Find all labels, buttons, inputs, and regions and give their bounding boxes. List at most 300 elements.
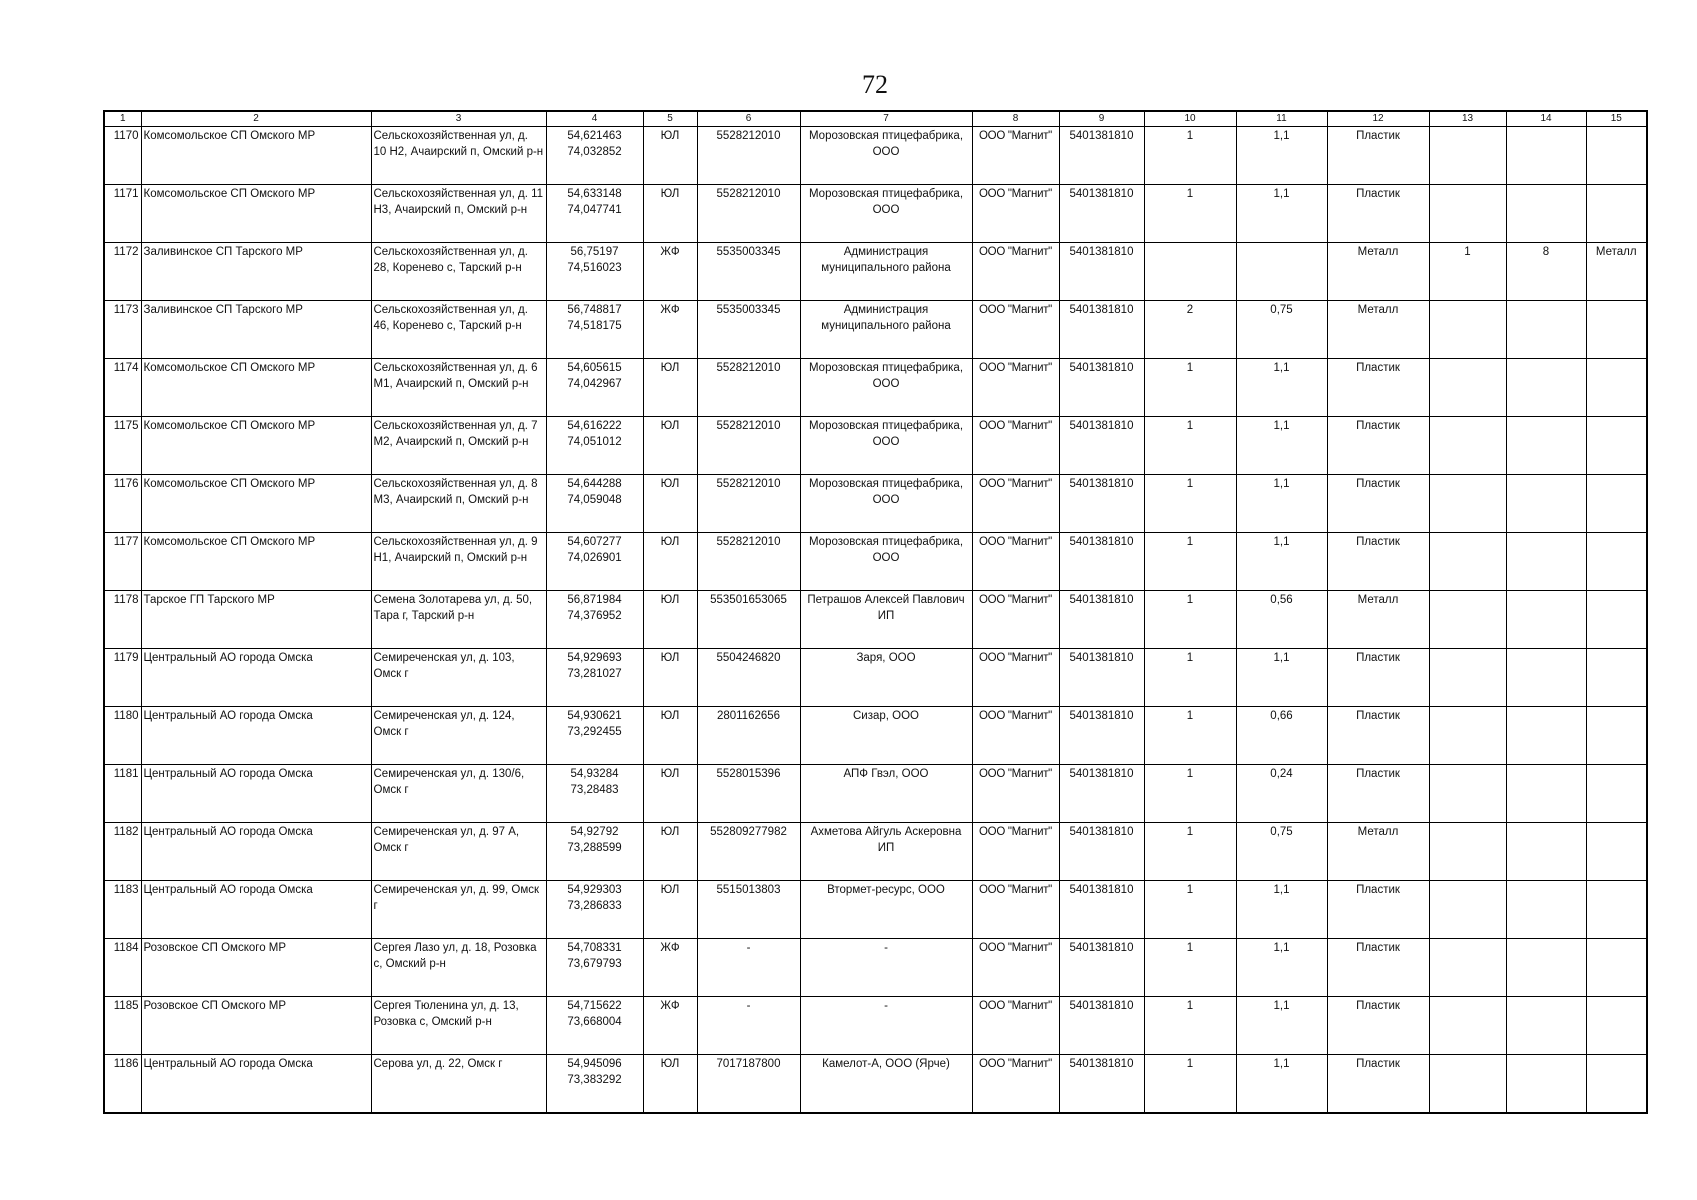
container-count-cell: 1 xyxy=(1144,881,1236,939)
row-number: 1183 xyxy=(104,881,141,939)
container-count-cell: 1 xyxy=(1144,939,1236,997)
table-row xyxy=(104,475,1647,533)
operator-inn-cell: 5401381810 xyxy=(1059,1055,1144,1113)
container-count-cell: 1 xyxy=(1144,475,1236,533)
table-row xyxy=(104,939,1647,997)
coordinates-cell xyxy=(546,417,643,475)
container-volume-cell: 1,1 xyxy=(1236,649,1327,707)
owner-inn-cell: 5515013803 xyxy=(697,881,800,939)
container-material-cell: Металл xyxy=(1327,301,1429,359)
container-count-cell: 1 xyxy=(1144,127,1236,185)
container-volume-cell: 1,1 xyxy=(1236,1055,1327,1113)
extra-material-cell xyxy=(1586,301,1647,359)
row-number: 1175 xyxy=(104,417,141,475)
owner-inn-cell: 5528212010 xyxy=(697,359,800,417)
extra-count-cell xyxy=(1429,533,1506,591)
owner-inn-cell: 7017187800 xyxy=(697,1055,800,1113)
owner-name-cell: Морозовская птицефабрика, ООО xyxy=(800,185,972,243)
table-row xyxy=(104,707,1647,765)
extra-volume-cell xyxy=(1506,417,1586,475)
container-count-cell: 1 xyxy=(1144,591,1236,649)
extra-material-cell xyxy=(1586,649,1647,707)
operator-inn-cell: 5401381810 xyxy=(1059,649,1144,707)
container-material-cell: Металл xyxy=(1327,591,1429,649)
extra-count-cell xyxy=(1429,997,1506,1055)
source-type-cell: ЮЛ xyxy=(643,1055,697,1113)
operator-inn-cell: 5401381810 xyxy=(1059,881,1144,939)
address-cell: Семиреченская ул, д. 130/6, Омск г xyxy=(371,765,546,823)
owner-name-cell: - xyxy=(800,939,972,997)
source-type-cell: ЖФ xyxy=(643,997,697,1055)
address-cell: Сельскохозяйственная ул, д. 9 Н1, Ачаирский п, Омский р-н xyxy=(371,533,546,591)
latitude: 54,621463 xyxy=(567,130,622,142)
operator-cell: ООО "Магнит" xyxy=(972,707,1059,765)
district-cell: Центральный АО города Омска xyxy=(141,765,371,823)
owner-name-cell: Морозовская птицефабрика, ООО xyxy=(800,127,972,185)
column-header: 8 xyxy=(972,111,1059,127)
address-cell: Семена Золотарева ул, д. 50, Тара г, Тарский р-н xyxy=(371,591,546,649)
extra-count-cell xyxy=(1429,359,1506,417)
row-number: 1178 xyxy=(104,591,141,649)
table-row xyxy=(104,881,1647,939)
operator-inn-cell: 5401381810 xyxy=(1059,127,1144,185)
latitude: 54,930621 xyxy=(567,710,622,722)
operator-inn-cell: 5401381810 xyxy=(1059,185,1144,243)
extra-material-cell xyxy=(1586,997,1647,1055)
operator-cell: ООО "Магнит" xyxy=(972,1055,1059,1113)
district-cell: Тарское ГП Тарского МР xyxy=(141,591,371,649)
operator-cell: ООО "Магнит" xyxy=(972,243,1059,301)
longitude: 74,051012 xyxy=(567,436,622,448)
extra-material-cell xyxy=(1586,707,1647,765)
latitude: 54,644288 xyxy=(567,478,622,490)
source-type-cell: ЮЛ xyxy=(643,823,697,881)
container-volume-cell: 1,1 xyxy=(1236,127,1327,185)
source-type-cell: ЮЛ xyxy=(643,765,697,823)
extra-material-cell xyxy=(1586,1055,1647,1113)
extra-volume-cell xyxy=(1506,1055,1586,1113)
extra-material-cell xyxy=(1586,533,1647,591)
extra-count-cell xyxy=(1429,649,1506,707)
operator-cell: ООО "Магнит" xyxy=(972,417,1059,475)
column-header: 7 xyxy=(800,111,972,127)
extra-material-cell xyxy=(1586,881,1647,939)
source-type-cell: ЮЛ xyxy=(643,591,697,649)
address-cell: Серова ул, д. 22, Омск г xyxy=(371,1055,546,1113)
container-count-cell: 1 xyxy=(1144,707,1236,765)
extra-count-cell xyxy=(1429,475,1506,533)
address-cell: Семиреченская ул, д. 97 А, Омск г xyxy=(371,823,546,881)
owner-inn-cell: 5528212010 xyxy=(697,417,800,475)
container-material-cell: Пластик xyxy=(1327,359,1429,417)
operator-inn-cell: 5401381810 xyxy=(1059,823,1144,881)
extra-volume-cell xyxy=(1506,881,1586,939)
extra-material-cell xyxy=(1586,417,1647,475)
container-volume-cell: 1,1 xyxy=(1236,359,1327,417)
container-count-cell: 1 xyxy=(1144,359,1236,417)
extra-volume-cell xyxy=(1506,591,1586,649)
coordinates-cell xyxy=(546,707,643,765)
row-number: 1180 xyxy=(104,707,141,765)
longitude: 74,518175 xyxy=(567,320,622,332)
container-count-cell xyxy=(1144,243,1236,301)
column-header: 10 xyxy=(1144,111,1236,127)
container-material-cell: Металл xyxy=(1327,243,1429,301)
operator-inn-cell: 5401381810 xyxy=(1059,591,1144,649)
longitude: 74,059048 xyxy=(567,494,622,506)
operator-cell: ООО "Магнит" xyxy=(972,475,1059,533)
operator-inn-cell: 5401381810 xyxy=(1059,939,1144,997)
table-row xyxy=(104,765,1647,823)
address-cell: Сельскохозяйственная ул, д. 11 Н3, Ачаирский п, Омский р-н xyxy=(371,185,546,243)
address-cell: Сергея Лазо ул, д. 18, Розовка с, Омский р-н xyxy=(371,939,546,997)
extra-count-cell: 1 xyxy=(1429,243,1506,301)
longitude: 74,047741 xyxy=(567,204,622,216)
extra-count-cell xyxy=(1429,417,1506,475)
extra-material-cell xyxy=(1586,475,1647,533)
extra-material-cell xyxy=(1586,765,1647,823)
owner-inn-cell: 552809277982 xyxy=(697,823,800,881)
source-type-cell: ЮЛ xyxy=(643,475,697,533)
coordinates-cell xyxy=(546,243,643,301)
container-volume-cell: 0,66 xyxy=(1236,707,1327,765)
source-type-cell: ЖФ xyxy=(643,243,697,301)
row-number: 1177 xyxy=(104,533,141,591)
latitude: 56,748817 xyxy=(567,304,622,316)
container-volume-cell: 1,1 xyxy=(1236,939,1327,997)
district-cell: Центральный АО города Омска xyxy=(141,649,371,707)
container-material-cell: Металл xyxy=(1327,823,1429,881)
container-count-cell: 1 xyxy=(1144,185,1236,243)
operator-inn-cell: 5401381810 xyxy=(1059,475,1144,533)
row-number: 1182 xyxy=(104,823,141,881)
address-cell: Сергея Тюленина ул, д. 13, Розовка с, Омский р-н xyxy=(371,997,546,1055)
latitude: 54,708331 xyxy=(567,942,622,954)
extra-volume-cell xyxy=(1506,649,1586,707)
extra-volume-cell xyxy=(1506,823,1586,881)
source-type-cell: ЮЛ xyxy=(643,359,697,417)
latitude: 54,93284 xyxy=(570,768,619,780)
latitude: 54,929693 xyxy=(567,652,622,664)
container-volume-cell: 0,56 xyxy=(1236,591,1327,649)
extra-volume-cell xyxy=(1506,475,1586,533)
table-row xyxy=(104,127,1647,185)
extra-volume-cell xyxy=(1506,127,1586,185)
container-material-cell: Пластик xyxy=(1327,533,1429,591)
longitude: 74,516023 xyxy=(567,262,622,274)
container-material-cell: Пластик xyxy=(1327,127,1429,185)
registry-table xyxy=(103,110,1648,1114)
longitude: 73,679793 xyxy=(567,958,622,970)
owner-inn-cell: 5528015396 xyxy=(697,765,800,823)
container-count-cell: 2 xyxy=(1144,301,1236,359)
column-header: 1 xyxy=(104,111,141,127)
longitude: 73,286833 xyxy=(567,900,622,912)
extra-count-cell xyxy=(1429,881,1506,939)
extra-volume-cell xyxy=(1506,359,1586,417)
district-cell: Комсомольское СП Омского МР xyxy=(141,359,371,417)
container-volume-cell: 1,1 xyxy=(1236,533,1327,591)
container-count-cell: 1 xyxy=(1144,997,1236,1055)
column-header: 14 xyxy=(1506,111,1586,127)
latitude: 56,871984 xyxy=(567,594,622,606)
extra-volume-cell xyxy=(1506,997,1586,1055)
owner-name-cell: Морозовская птицефабрика, ООО xyxy=(800,359,972,417)
owner-inn-cell: 5528212010 xyxy=(697,475,800,533)
district-cell: Комсомольское СП Омского МР xyxy=(141,533,371,591)
container-material-cell: Пластик xyxy=(1327,939,1429,997)
container-material-cell: Пластик xyxy=(1327,417,1429,475)
extra-count-cell xyxy=(1429,591,1506,649)
district-cell: Комсомольское СП Омского МР xyxy=(141,417,371,475)
coordinates-cell xyxy=(546,127,643,185)
container-volume-cell: 0,75 xyxy=(1236,823,1327,881)
owner-inn-cell: 2801162656 xyxy=(697,707,800,765)
address-cell: Сельскохозяйственная ул, д. 6 М1, Ачаирский п, Омский р-н xyxy=(371,359,546,417)
district-cell: Заливинское СП Тарского МР xyxy=(141,301,371,359)
owner-name-cell: Заря, ООО xyxy=(800,649,972,707)
container-count-cell: 1 xyxy=(1144,533,1236,591)
row-number: 1176 xyxy=(104,475,141,533)
column-header: 11 xyxy=(1236,111,1327,127)
operator-cell: ООО "Магнит" xyxy=(972,939,1059,997)
coordinates-cell xyxy=(546,591,643,649)
owner-name-cell: Администрация муниципального района xyxy=(800,301,972,359)
container-count-cell: 1 xyxy=(1144,765,1236,823)
table-row xyxy=(104,185,1647,243)
latitude: 54,605615 xyxy=(567,362,622,374)
extra-volume-cell xyxy=(1506,939,1586,997)
coordinates-cell xyxy=(546,475,643,533)
table-row xyxy=(104,417,1647,475)
page-number: 72 xyxy=(862,70,888,99)
source-type-cell: ЖФ xyxy=(643,301,697,359)
extra-material-cell xyxy=(1586,127,1647,185)
container-material-cell: Пластик xyxy=(1327,881,1429,939)
extra-material-cell xyxy=(1586,359,1647,417)
owner-inn-cell: - xyxy=(697,997,800,1055)
owner-name-cell: Ахметова Айгуль Аскеровна ИП xyxy=(800,823,972,881)
table-row xyxy=(104,1055,1647,1113)
container-material-cell: Пластик xyxy=(1327,475,1429,533)
source-type-cell: ЮЛ xyxy=(643,185,697,243)
owner-name-cell: Морозовская птицефабрика, ООО xyxy=(800,417,972,475)
container-count-cell: 1 xyxy=(1144,417,1236,475)
column-header: 15 xyxy=(1586,111,1647,127)
district-cell: Центральный АО города Омска xyxy=(141,823,371,881)
column-header: 4 xyxy=(546,111,643,127)
latitude: 54,92792 xyxy=(570,826,619,838)
coordinates-cell xyxy=(546,533,643,591)
operator-cell: ООО "Магнит" xyxy=(972,997,1059,1055)
longitude: 73,28483 xyxy=(570,784,619,796)
row-number: 1173 xyxy=(104,301,141,359)
container-volume-cell: 0,24 xyxy=(1236,765,1327,823)
extra-material-cell xyxy=(1586,823,1647,881)
operator-cell: ООО "Магнит" xyxy=(972,823,1059,881)
owner-name-cell: Втормет-ресурс, ООО xyxy=(800,881,972,939)
longitude: 73,292455 xyxy=(567,726,622,738)
coordinates-cell xyxy=(546,881,643,939)
operator-inn-cell: 5401381810 xyxy=(1059,417,1144,475)
table-row xyxy=(104,591,1647,649)
container-volume-cell xyxy=(1236,243,1327,301)
extra-material-cell: Металл xyxy=(1586,243,1647,301)
latitude: 54,633148 xyxy=(567,188,622,200)
container-volume-cell: 1,1 xyxy=(1236,475,1327,533)
container-count-cell: 1 xyxy=(1144,649,1236,707)
owner-inn-cell: 5504246820 xyxy=(697,649,800,707)
longitude: 74,376952 xyxy=(567,610,622,622)
address-cell: Семиреченская ул, д. 124, Омск г xyxy=(371,707,546,765)
owner-name-cell: Морозовская птицефабрика, ООО xyxy=(800,475,972,533)
container-material-cell: Пластик xyxy=(1327,707,1429,765)
source-type-cell: ЮЛ xyxy=(643,707,697,765)
operator-cell: ООО "Магнит" xyxy=(972,881,1059,939)
column-header: 13 xyxy=(1429,111,1506,127)
container-volume-cell: 1,1 xyxy=(1236,997,1327,1055)
source-type-cell: ЖФ xyxy=(643,939,697,997)
container-material-cell: Пластик xyxy=(1327,765,1429,823)
operator-cell: ООО "Магнит" xyxy=(972,533,1059,591)
owner-name-cell: - xyxy=(800,997,972,1055)
longitude: 73,281027 xyxy=(567,668,622,680)
table-row xyxy=(104,243,1647,301)
table-row xyxy=(104,301,1647,359)
coordinates-cell xyxy=(546,765,643,823)
row-number: 1179 xyxy=(104,649,141,707)
row-number: 1170 xyxy=(104,127,141,185)
address-cell: Семиреченская ул, д. 99, Омск г xyxy=(371,881,546,939)
operator-inn-cell: 5401381810 xyxy=(1059,359,1144,417)
column-header: 2 xyxy=(141,111,371,127)
container-count-cell: 1 xyxy=(1144,823,1236,881)
operator-cell: ООО "Магнит" xyxy=(972,765,1059,823)
column-header: 3 xyxy=(371,111,546,127)
latitude: 54,715622 xyxy=(567,1000,622,1012)
table-row xyxy=(104,533,1647,591)
row-number: 1172 xyxy=(104,243,141,301)
extra-volume-cell: 8 xyxy=(1506,243,1586,301)
source-type-cell: ЮЛ xyxy=(643,649,697,707)
district-cell: Центральный АО города Омска xyxy=(141,707,371,765)
operator-inn-cell: 5401381810 xyxy=(1059,707,1144,765)
longitude: 73,288599 xyxy=(567,842,622,854)
extra-count-cell xyxy=(1429,823,1506,881)
container-volume-cell: 1,1 xyxy=(1236,185,1327,243)
address-cell: Сельскохозяйственная ул, д. 10 Н2, Ачаирский п, Омский р-н xyxy=(371,127,546,185)
source-type-cell: ЮЛ xyxy=(643,881,697,939)
operator-cell: ООО "Магнит" xyxy=(972,649,1059,707)
owner-inn-cell: - xyxy=(697,939,800,997)
extra-count-cell xyxy=(1429,765,1506,823)
container-volume-cell: 1,1 xyxy=(1236,417,1327,475)
container-material-cell: Пластик xyxy=(1327,997,1429,1055)
district-cell: Центральный АО города Омска xyxy=(141,1055,371,1113)
extra-count-cell xyxy=(1429,1055,1506,1113)
column-header: 5 xyxy=(643,111,697,127)
table-row xyxy=(104,649,1647,707)
container-count-cell: 1 xyxy=(1144,1055,1236,1113)
row-number: 1181 xyxy=(104,765,141,823)
container-material-cell: Пластик xyxy=(1327,649,1429,707)
district-cell: Розовское СП Омского МР xyxy=(141,997,371,1055)
latitude: 54,945096 xyxy=(567,1058,622,1070)
address-cell: Сельскохозяйственная ул, д. 46, Коренево с, Тарский р-н xyxy=(371,301,546,359)
operator-inn-cell: 5401381810 xyxy=(1059,243,1144,301)
container-volume-cell: 0,75 xyxy=(1236,301,1327,359)
extra-count-cell xyxy=(1429,939,1506,997)
column-header: 9 xyxy=(1059,111,1144,127)
longitude: 74,042967 xyxy=(567,378,622,390)
owner-inn-cell: 5535003345 xyxy=(697,301,800,359)
table-row xyxy=(104,823,1647,881)
source-type-cell: ЮЛ xyxy=(643,127,697,185)
extra-volume-cell xyxy=(1506,765,1586,823)
row-number: 1185 xyxy=(104,997,141,1055)
owner-inn-cell: 5528212010 xyxy=(697,185,800,243)
owner-name-cell: Камелот-А, ООО (Ярче) xyxy=(800,1055,972,1113)
operator-cell: ООО "Магнит" xyxy=(972,127,1059,185)
registry-rows xyxy=(104,127,1647,1113)
row-number: 1171 xyxy=(104,185,141,243)
source-type-cell: ЮЛ xyxy=(643,533,697,591)
owner-inn-cell: 5528212010 xyxy=(697,127,800,185)
owner-name-cell: Администрация муниципального района xyxy=(800,243,972,301)
container-volume-cell: 1,1 xyxy=(1236,881,1327,939)
table-row xyxy=(104,359,1647,417)
district-cell: Комсомольское СП Омского МР xyxy=(141,127,371,185)
container-material-cell: Пластик xyxy=(1327,1055,1429,1113)
owner-inn-cell: 5535003345 xyxy=(697,243,800,301)
extra-volume-cell xyxy=(1506,301,1586,359)
extra-count-cell xyxy=(1429,301,1506,359)
extra-count-cell xyxy=(1429,127,1506,185)
district-cell: Комсомольское СП Омского МР xyxy=(141,185,371,243)
owner-inn-cell: 553501653065 xyxy=(697,591,800,649)
operator-inn-cell: 5401381810 xyxy=(1059,301,1144,359)
latitude: 54,929303 xyxy=(567,884,622,896)
district-cell: Комсомольское СП Омского МР xyxy=(141,475,371,533)
source-type-cell: ЮЛ xyxy=(643,417,697,475)
column-header: 12 xyxy=(1327,111,1429,127)
owner-name-cell: Морозовская птицефабрика, ООО xyxy=(800,533,972,591)
address-cell: Сельскохозяйственная ул, д. 8 М3, Ачаирский п, Омский р-н xyxy=(371,475,546,533)
row-number: 1184 xyxy=(104,939,141,997)
owner-inn-cell: 5528212010 xyxy=(697,533,800,591)
district-cell: Центральный АО города Омска xyxy=(141,881,371,939)
extra-material-cell xyxy=(1586,591,1647,649)
extra-count-cell xyxy=(1429,185,1506,243)
longitude: 74,026901 xyxy=(567,552,622,564)
container-material-cell: Пластик xyxy=(1327,185,1429,243)
coordinates-cell xyxy=(546,301,643,359)
longitude: 73,383292 xyxy=(567,1074,622,1086)
coordinates-cell xyxy=(546,997,643,1055)
operator-cell: ООО "Магнит" xyxy=(972,359,1059,417)
latitude: 56,75197 xyxy=(570,246,619,258)
latitude: 54,616222 xyxy=(567,420,622,432)
coordinates-cell xyxy=(546,185,643,243)
latitude: 54,607277 xyxy=(567,536,622,548)
address-cell: Сельскохозяйственная ул, д. 28, Коренево с, Тарский р-н xyxy=(371,243,546,301)
column-header: 6 xyxy=(697,111,800,127)
district-cell: Заливинское СП Тарского МР xyxy=(141,243,371,301)
operator-cell: ООО "Магнит" xyxy=(972,185,1059,243)
extra-material-cell xyxy=(1586,185,1647,243)
row-number: 1186 xyxy=(104,1055,141,1113)
extra-volume-cell xyxy=(1506,533,1586,591)
